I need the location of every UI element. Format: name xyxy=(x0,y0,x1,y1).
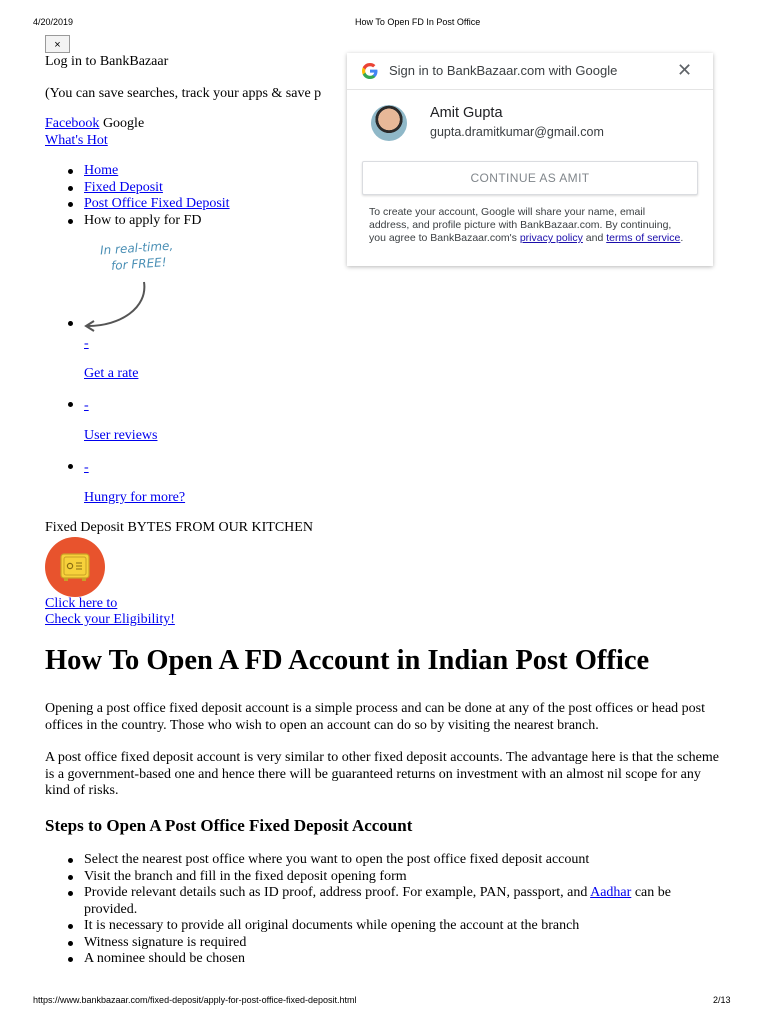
breadcrumb-item[interactable] xyxy=(84,163,230,180)
social-links xyxy=(45,116,144,132)
reviews-dash-link[interactable]: - xyxy=(84,398,89,413)
get-rate-link[interactable]: Get a rate xyxy=(84,366,139,381)
intro-paragraph: Opening a post office fixed deposit account is a simple process and can be done at any of the post offices or head post offices in the country. Those who wish to open an account can do so by visiting the nearest branch. xyxy=(45,701,706,733)
breadcrumb-item[interactable] xyxy=(84,196,230,213)
steps-list xyxy=(84,852,724,968)
bullet-dot xyxy=(68,321,73,326)
google-logo-icon xyxy=(362,63,378,79)
breadcrumb-fixed-deposit[interactable]: Fixed Deposit xyxy=(84,179,163,195)
google-signin-popup xyxy=(347,53,713,266)
popup-header xyxy=(347,53,713,90)
consent-note xyxy=(369,206,687,245)
list-item xyxy=(84,951,724,968)
advantage-paragraph: A post office fixed deposit account is very similar to other fixed deposit accounts. The advantage here is that the scheme is a government-based one and hence there will be guaranteed returns on investment with an almost nil scope for any kind of risks. xyxy=(45,750,720,798)
step-text: A nominee should be chosen xyxy=(84,951,245,966)
curved-arrow-icon xyxy=(80,278,152,334)
continue-button[interactable]: CONTINUE AS AMIT xyxy=(362,161,698,195)
breadcrumb-item[interactable] xyxy=(84,180,230,197)
whats-hot-link[interactable]: What's Hot xyxy=(45,133,108,148)
privacy-policy-link[interactable]: privacy policy xyxy=(519,232,583,244)
step-text: can be provided. xyxy=(84,885,671,917)
page-title: How To Open A FD Account in Indian Post Office xyxy=(45,645,650,676)
user-email[interactable]: gupta.dramitkumar@gmail.com xyxy=(430,125,604,139)
breadcrumb-post-office-fd[interactable]: Post Office Fixed Deposit xyxy=(84,196,230,211)
safe-icon[interactable] xyxy=(45,537,105,597)
facebook-link[interactable]: Facebook xyxy=(45,116,100,131)
breadcrumb-item xyxy=(84,213,230,230)
step-text: Select the nearest post office where you want to open the post office fixed deposit account xyxy=(84,852,590,867)
print-url: https://www.bankbazaar.com/fixed-deposit/apply-for-post-office-fixed-deposit.html xyxy=(33,995,357,1005)
hungry-for-more-link[interactable]: Hungry for more? xyxy=(84,490,186,505)
list-item xyxy=(84,918,724,935)
step-text: Visit the branch and fill in the fixed deposit opening form xyxy=(84,868,407,884)
user-reviews-link[interactable]: User reviews xyxy=(84,428,158,443)
aadhar-link[interactable]: Aadhar xyxy=(590,885,632,900)
realtime-line2: for FREE! xyxy=(110,255,167,273)
popup-title: Sign in to BankBazaar.com with Google xyxy=(389,63,618,78)
hungry-dash-link[interactable]: - xyxy=(84,460,89,475)
bullet-dot xyxy=(68,464,73,469)
terms-of-service-link[interactable]: terms of service xyxy=(606,232,681,244)
list-item xyxy=(84,885,724,918)
print-page-number: 2/13 xyxy=(713,995,731,1005)
steps-heading: Steps to Open A Post Office Fixed Deposit Account xyxy=(45,816,413,835)
login-subtext: (You can save searches, track your apps & save p xyxy=(45,86,322,101)
rate-dash-link[interactable]: - xyxy=(84,336,89,351)
consent-and: and xyxy=(582,232,607,244)
click-here-link[interactable]: Click here to xyxy=(45,596,118,611)
breadcrumb-home[interactable]: Home xyxy=(84,163,119,178)
user-name[interactable]: Amit Gupta xyxy=(430,105,503,121)
close-icon[interactable]: ✕ xyxy=(677,60,693,80)
login-heading: Log in to BankBazaar xyxy=(45,54,169,69)
breadcrumb-current: How to apply for FD xyxy=(84,212,202,228)
bytes-heading: Fixed Deposit BYTES FROM OUR KITCHEN xyxy=(45,520,313,535)
print-date: 4/20/2019 xyxy=(33,17,74,27)
google-label: Google xyxy=(102,116,145,131)
consent-period: . xyxy=(680,232,684,244)
avatar xyxy=(371,105,407,141)
list-item xyxy=(84,935,724,952)
breadcrumb xyxy=(84,163,230,229)
list-item xyxy=(84,852,724,869)
step-text: Witness signature is required xyxy=(84,934,247,950)
list-item xyxy=(84,869,724,886)
step-text: It is necessary to provide all original documents while opening the account at the branch xyxy=(84,918,580,933)
realtime-line1: In real-time, xyxy=(99,238,174,258)
check-eligibility-link[interactable]: Check your Eligibility! xyxy=(45,612,175,627)
step-text: Provide relevant details such as ID proof, address proof. For example, PAN, passport, and xyxy=(84,885,591,900)
consent-text: To create your account, Google will share your name, email address, and profile picture with BankBazaar.com. By continuing, you agree to BankBazaar.com's xyxy=(369,206,672,244)
close-button[interactable]: × xyxy=(45,35,70,53)
print-page-title: How To Open FD In Post Office xyxy=(355,17,481,27)
bullet-dot xyxy=(68,402,73,407)
